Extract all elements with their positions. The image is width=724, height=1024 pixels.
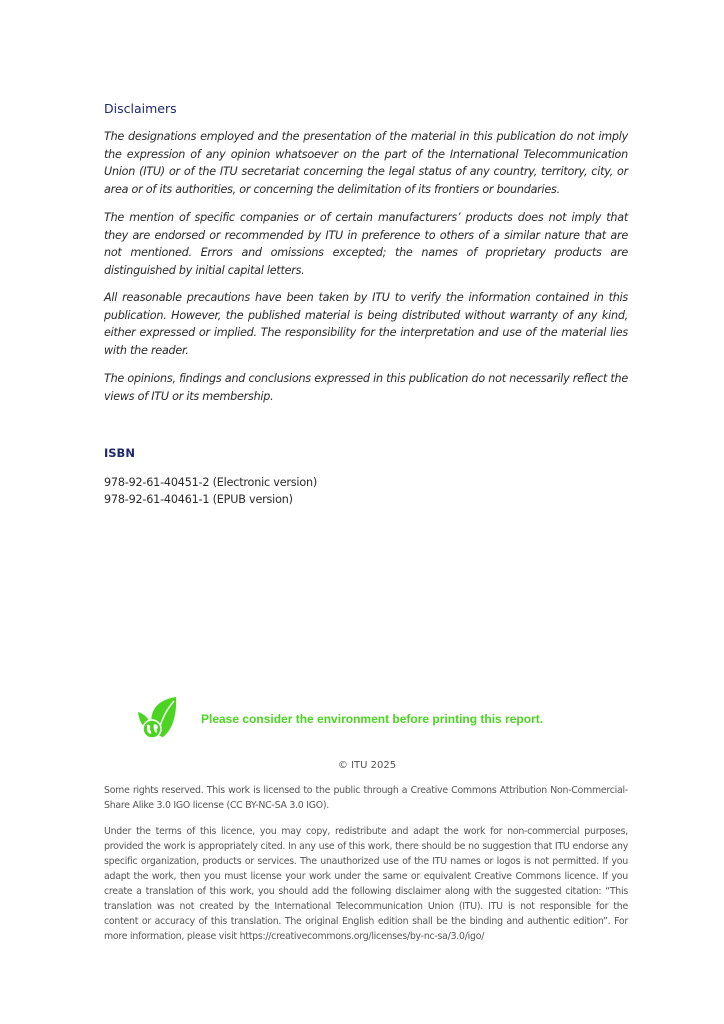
leaf-globe-icon — [136, 696, 178, 740]
isbn-epub: 978-92-61-40461-1 (EPUB version) — [104, 493, 293, 506]
licence-terms: Under the terms of this licence, you may copy, redistribute and adapt the work for non-commercial purposes, provided the work is appropriately cited. In any use of this work, there should be no suggestion that ITU endorse any specific organization, products or services. The unauthorized use of the ITU names or logos is not permitted. If you adapt the work, then you must license your work under the same or equivalent Creative Commons licence. If you create a translation of this work, you should add the following disclaimer along with the suggested citation: “This translation was not created by the International Telecommunication Union (ITU). ITU is not responsible for the content or accuracy of this translation. The original English edition shall be the binding and authentic edition”. For more information, please visit https://creativecommons.org/licenses/by-nc-sa/3.0/igo/ — [104, 826, 628, 942]
isbn-heading: ISBN — [104, 446, 135, 460]
disclaimers-heading: Disclaimers — [104, 101, 177, 116]
copyright-notice: © ITU 2025 — [337, 760, 397, 771]
rights-statement: Some rights reserved. This work is licensed to the public through a Creative Commons Attribution Non-Commercial-Share Alike 3.0 IGO license (CC BY-NC-SA 3.0 IGO). — [104, 785, 628, 811]
disclaimer-paragraph: All reasonable precautions have been taken by ITU to verify the information contained in this publication. However, the published material is being distributed without warranty of any kind, either expressed or implied. The responsibility for the interpretation and use of the material lies with the reader. — [104, 291, 628, 357]
isbn-electronic: 978-92-61-40451-2 (Electronic version) — [104, 476, 318, 489]
disclaimer-paragraph: The opinions, findings and conclusions expressed in this publication do not necessarily reflect the views of ITU or its membership. — [104, 372, 628, 403]
environment-message: Please consider the environment before printing this report. — [201, 712, 544, 726]
disclaimer-paragraph: The designations employed and the presentation of the material in this publication do not imply the expression of any opinion whatsoever on the part of the International Telecommunication Union (ITU) or of the ITU secretariat concerning the legal status of any country, territory, city, or area or of its authorities, or concerning the delimitation of its frontiers or boundaries. — [104, 130, 628, 196]
disclaimer-paragraph: The mention of specific companies or of certain manufacturers’ products does not imply that they are endorsed or recommended by ITU in preference to others of a similar nature that are not mentioned. Errors and omissions excepted; the names of proprietary products are distinguished by initial capital letters. — [104, 211, 628, 277]
